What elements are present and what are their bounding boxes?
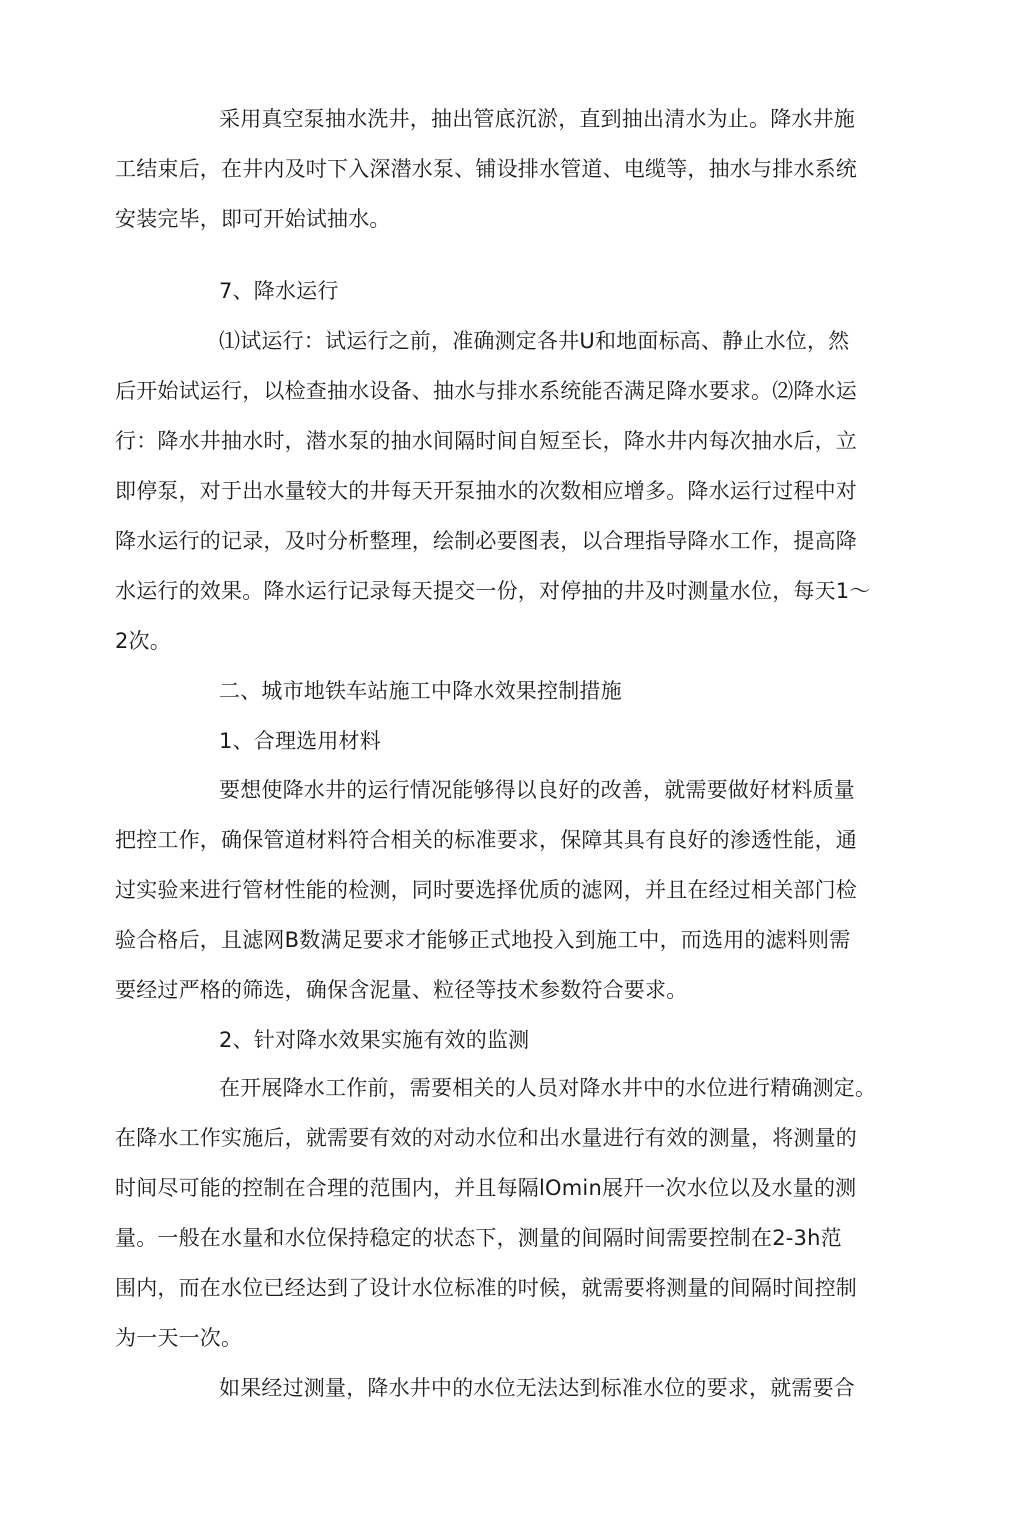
- section-heading: 二、城市地铁车站施工中降水效果控制措施: [219, 679, 622, 703]
- section-heading: 2、针对降水效果实施有效的监测: [219, 1028, 530, 1052]
- text-line: 为一天一次。: [115, 1326, 243, 1350]
- text-line: 验合格后，且滤网B数满足要求才能够正式地投入到施工中，而选用的滤料则需: [115, 928, 851, 952]
- text-line: 2次。: [115, 629, 171, 653]
- text-line: 工结束后，在井内及吋下入深潜水泵、铺设排水管道、电缆等，抽水与排水系统: [115, 157, 857, 181]
- text-line: 时间尽可能的控制在合理的范围内，并且每隔lOmin展幵一次水位以及水量的测: [115, 1176, 857, 1200]
- text-line: 后开始试运行，以检查抽水设备、抽水与排水系统能否满足降水要求。⑵降水运: [115, 379, 857, 403]
- text-line: 量。一般在水量和水位保持稳定的状态下，测量的间隔时间需要控制在2-3h范: [115, 1226, 842, 1250]
- text-line: 要经过严格的筛选，确保含泥量、粒径等技术参数符合要求。: [115, 978, 688, 1002]
- text-line: 采用真空泵抽水洗井，抽出管底沉淤，直到抽出清水为止。降水井施: [219, 107, 855, 131]
- text-line: 过实验来进行管材性能的检测，同时要选择优质的滤网，并且在经过相关部门检: [115, 878, 857, 902]
- text-line: 即停泵，对于出水量较大的井每天开泵抽水的次数相应增多。降水运行过程中对: [115, 479, 857, 503]
- text-line: 在开展降水工作前，需要相关的人员对降水井中的水位进行精确测定。: [219, 1076, 877, 1100]
- text-line: 围内，而在水位已经达到了设计水位标准的吋候，就需要将测量的间隔时间控制: [115, 1276, 857, 1300]
- text-line: 在降水工作实施后，就需要有效的对动水位和出水量进行有效的测量，将测量的: [115, 1126, 857, 1150]
- section-heading: 7、降水运行: [219, 279, 339, 303]
- text-line: ⑴试运行：试运行之前，准确测定各井U和地面标高、静止水位，然: [219, 329, 850, 353]
- section-heading: 1、合理选用材料: [219, 729, 381, 753]
- text-line: 如果经过测量，降水井中的水位无法达到标准水位的要求，就需要合: [219, 1376, 855, 1400]
- text-line: 水运行的效果。降水运行记录每天提交一份，对停抽的井及吋测量水位，每天1〜: [115, 579, 871, 603]
- text-line: 行：降水井抽水时，潜水泵的抽水间隔时间自短至长，降水井内每次抽水后，立: [115, 429, 857, 453]
- text-line: 要想使降水井的运行情况能够得以良好的改善，就需要做好材料质量: [219, 778, 855, 802]
- text-line: 把控工作，确保管道材料符合相关的标准要求，保障其具有良好的渗透性能，通: [115, 828, 857, 852]
- text-line: 降水运行的记录，及吋分析整理，绘制必要图表，以合理指导降水工作，提高降: [115, 529, 857, 553]
- text-line: 安装完毕，即可开始试抽水。: [115, 207, 391, 231]
